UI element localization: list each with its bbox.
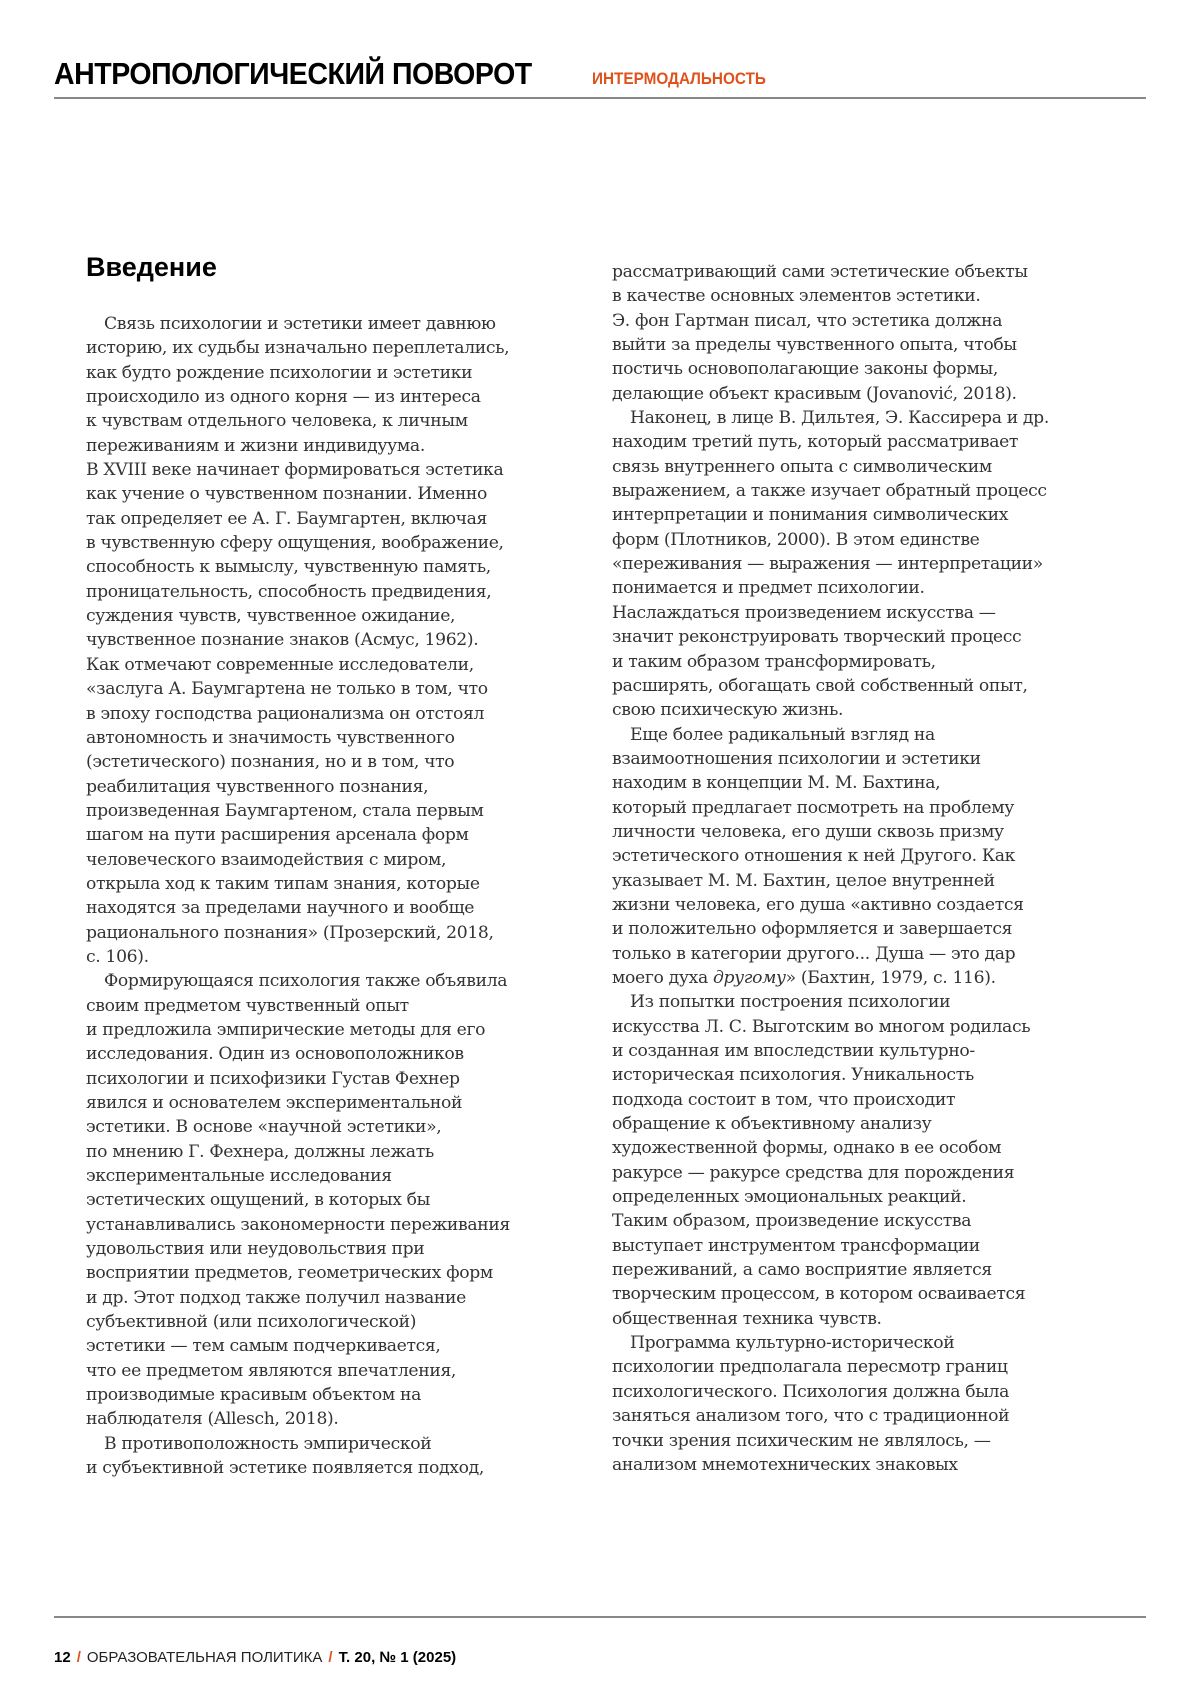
text-line: Как отмечают современные исследователи, (86, 653, 510, 677)
text-line: к чувствам отдельного человека, к личным (86, 409, 510, 433)
text-line: историческая психология. Уникальность (612, 1063, 1049, 1087)
text-line: и др. Этот подход также получил название (86, 1286, 510, 1310)
text-line: расширять, обогащать свой собственный опыт, (612, 674, 1049, 698)
text-column-left (86, 312, 510, 1481)
text-line: постичь основополагающие законы формы, (612, 357, 1049, 381)
text-line: явился и основателем экспериментальной (86, 1091, 510, 1115)
text-line: Формирующаяся психология также объявила (86, 969, 510, 993)
text-line: открыла ход к таким типам знания, которые (86, 872, 510, 896)
text-line: В XVIII веке начинает формироваться эстетика (86, 458, 510, 482)
text-line: психологии предполагала пересмотр границ (612, 1355, 1049, 1379)
journal-name: ОБРАЗОВАТЕЛЬНАЯ ПОЛИТИКА (87, 1649, 323, 1666)
text-line: «заслуга А. Баумгартена не только в том, что (86, 677, 510, 701)
text-line: Наконец, в лице В. Дильтея, Э. Кассирера и др. (612, 406, 1049, 430)
text-line: значит реконструировать творческий процесс (612, 625, 1049, 649)
text-line: находим третий путь, который рассматривает (612, 430, 1049, 454)
running-header (54, 56, 573, 92)
text-line: переживаниям и жизни индивидуума. (86, 434, 510, 458)
text-line: понимается и предмет психологии. (612, 576, 1049, 600)
text-line: произведенная Баумгартеном, стала первым (86, 799, 510, 823)
text-line: и таким образом трансформировать, (612, 650, 1049, 674)
separator: / (328, 1649, 332, 1666)
text-line: восприятии предметов, геометрических форм (86, 1261, 510, 1285)
text-line: художественной формы, однако в ее особом (612, 1136, 1049, 1160)
text-line: историю, их судьбы изначально переплетались, (86, 336, 510, 360)
text-line: исследования. Один из основоположников (86, 1042, 510, 1066)
text-line: указывает М. М. Бахтин, целое внутренней (612, 869, 1049, 893)
text-line: творческим процессом, в котором осваивается (612, 1282, 1049, 1306)
text-line: обращение к объективному анализу (612, 1112, 1049, 1136)
text-line: Э. фон Гартман писал, что эстетика должна (612, 309, 1049, 333)
text-line: как будто рождение психологии и эстетики (86, 361, 510, 385)
text-line: способность к вымыслу, чувственную память, (86, 555, 510, 579)
text-line: по мнению Г. Фехнера, должны лежать (86, 1140, 510, 1164)
text-line: в эпоху господства рационализма он отстоял (86, 702, 510, 726)
text-line: психологического. Психология должна была (612, 1380, 1049, 1404)
text-line: рассматривающий сами эстетические объекты (612, 260, 1049, 284)
footer (54, 1649, 456, 1666)
text-line: интерпретации и понимания символических (612, 503, 1049, 527)
text-line: суждения чувств, чувственное ожидание, (86, 604, 510, 628)
text-line: выступает инструментом трансформации (612, 1234, 1049, 1258)
text-line: «переживания — выражения — интерпретации» (612, 552, 1049, 576)
text-line: точки зрения психическим не являлось, — (612, 1429, 1049, 1453)
document-page (0, 0, 1200, 1697)
text-column-right (612, 260, 1049, 1477)
text-line: автономность и значимость чувственного (86, 726, 510, 750)
text-line: субъективной (или психологической) (86, 1310, 510, 1334)
text-line: определенных эмоциональных реакций. (612, 1185, 1049, 1209)
text-line: экспериментальные исследования (86, 1164, 510, 1188)
text-line: Программа культурно-исторической (612, 1331, 1049, 1355)
text-line: В противоположность эмпирической (86, 1432, 510, 1456)
text-line: эстетики — тем самым подчеркивается, (86, 1334, 510, 1358)
text-line: взаимоотношения психологии и эстетики (612, 747, 1049, 771)
text-line: проницательность, способность предвидения, (86, 580, 510, 604)
text-line: Связь психологии и эстетики имеет давнюю (86, 312, 510, 336)
text-line: шагом на пути расширения арсенала форм (86, 823, 510, 847)
text-line: как учение о чувственном познании. Именно (86, 482, 510, 506)
text-line: (эстетического) познания, но и в том, что (86, 750, 510, 774)
text-line: только в категории другого... Душа — это дар (612, 942, 1049, 966)
text-line: эстетического отношения к ней Другого. Как (612, 844, 1049, 868)
text-line: Таким образом, произведение искусства (612, 1209, 1049, 1233)
text-line: выйти за пределы чувственного опыта, чтобы (612, 333, 1049, 357)
text-line: связь внутреннего опыта с символическим (612, 455, 1049, 479)
text-line: делающие объект красивым (Jovanović, 2018). (612, 382, 1049, 406)
text-line: ракурсе — ракурсе средства для порождения (612, 1161, 1049, 1185)
page-number: 12 (54, 1649, 71, 1666)
text-line: устанавливались закономерности переживания (86, 1213, 510, 1237)
footer-divider (54, 1616, 1146, 1618)
text-line: личности человека, его души сквозь призму (612, 820, 1049, 844)
text-line: и предложила эмпирические методы для его (86, 1018, 510, 1042)
text-line: искусства Л. С. Выготским во многом родилась (612, 1015, 1049, 1039)
text-line: Из попытки построения психологии (612, 990, 1049, 1014)
text-line: анализом мнемотехнических знаковых (612, 1453, 1049, 1477)
text-line: происходило из одного корня — из интереса (86, 385, 510, 409)
text-line: и созданная им впоследствии культурно- (612, 1039, 1049, 1063)
section-heading: Введение (86, 252, 217, 283)
header-divider (54, 97, 1146, 99)
text-line: чувственное познание знаков (Асмус, 1962). (86, 628, 510, 652)
text-line: который предлагает посмотреть на проблему (612, 796, 1049, 820)
italic-word: другому (713, 968, 786, 988)
text-line: Наслаждаться произведением искусства — (612, 601, 1049, 625)
text-line: переживаний, а само восприятие является (612, 1258, 1049, 1282)
text-line: так определяет ее А. Г. Баумгартен, включая (86, 507, 510, 531)
text-line: рационального познания» (Прозерский, 2018, (86, 921, 510, 945)
text-line: наблюдателя (Allesch, 2018). (86, 1407, 510, 1431)
text-line: жизни человека, его душа «активно создается (612, 893, 1049, 917)
text-line: удовольствия или неудовольствия при (86, 1237, 510, 1261)
text-line: и положительно оформляется и завершается (612, 917, 1049, 941)
text-line: в чувственную сферу ощущения, воображение, (86, 531, 510, 555)
text-line: находятся за пределами научного и вообще (86, 896, 510, 920)
text-line: моего духа другому» (Бахтин, 1979, с. 116). (612, 966, 1049, 990)
text-line: выражением, а также изучает обратный процесс (612, 479, 1049, 503)
text-line: с. 106). (86, 945, 510, 969)
text-line: и субъективной эстетике появляется подход, (86, 1456, 510, 1480)
text-line: что ее предметом являются впечатления, (86, 1359, 510, 1383)
text-line: производимые красивым объектом на (86, 1383, 510, 1407)
text-line: психологии и психофизики Густав Фехнер (86, 1067, 510, 1091)
text-line: находим в концепции М. М. Бахтина, (612, 771, 1049, 795)
text-line: в качестве основных элементов эстетики. (612, 284, 1049, 308)
section-title: АНТРОПОЛОГИЧЕСКИЙ ПОВОРОТ (54, 56, 532, 92)
text-line: своим предметом чувственный опыт (86, 994, 510, 1018)
separator: / (77, 1649, 81, 1666)
subsection-label: ИНТЕРМОДАЛЬНОСТЬ (592, 69, 766, 89)
text-line: свою психическую жизнь. (612, 698, 1049, 722)
text-line: Еще более радикальный взгляд на (612, 723, 1049, 747)
text-line: общественная техника чувств. (612, 1307, 1049, 1331)
text-line: человеческого взаимодействия с миром, (86, 848, 510, 872)
text-line: эстетики. В основе «научной эстетики», (86, 1115, 510, 1139)
text-line: форм (Плотников, 2000). В этом единстве (612, 528, 1049, 552)
text-line: заняться анализом того, что с традиционной (612, 1404, 1049, 1428)
text-line: реабилитация чувственного познания, (86, 775, 510, 799)
text-line: эстетических ощущений, в которых бы (86, 1188, 510, 1212)
issue-info: Т. 20, № 1 (2025) (339, 1649, 457, 1666)
text-line: подхода состоит в том, что происходит (612, 1088, 1049, 1112)
